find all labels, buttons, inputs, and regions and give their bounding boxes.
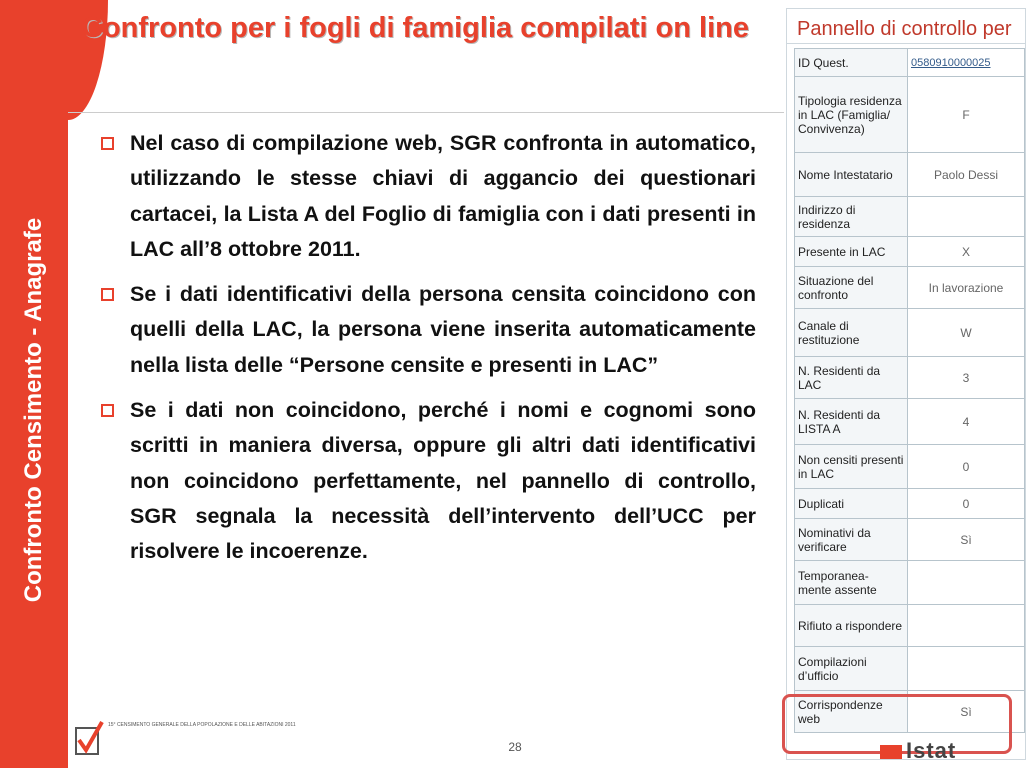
table-row: [795, 49, 1025, 77]
row-value: 3: [908, 357, 1025, 399]
row-value: 0: [908, 489, 1025, 519]
row-value: X: [908, 237, 1025, 267]
table-row: [795, 605, 1025, 647]
row-value: [908, 197, 1025, 237]
row-label: N. Residenti da LISTA A: [795, 399, 908, 445]
row-value: 0: [908, 445, 1025, 489]
istat-logo: [880, 738, 970, 768]
row-value: Paolo Dessi: [908, 153, 1025, 197]
bullet-item: [98, 126, 756, 267]
table-row: [795, 519, 1025, 561]
census-logo: [74, 716, 296, 766]
bullet-item: [98, 277, 756, 383]
row-value: Sì: [908, 691, 1025, 733]
table-row: [795, 267, 1025, 309]
header-divider: [68, 112, 784, 113]
row-value: [908, 605, 1025, 647]
control-panel-table: [794, 48, 1025, 733]
page-number: 28: [508, 740, 522, 754]
istat-logo-text: Istat: [906, 738, 957, 763]
slide-title: Confronto per i fogli di famiglia compilati on line: [82, 12, 749, 44]
row-label: Corrispondenze web: [795, 691, 908, 733]
row-label: Duplicati: [795, 489, 908, 519]
table-row: [795, 197, 1025, 237]
row-label: Non censiti presenti in LAC: [795, 445, 908, 489]
checkbox-bullet-icon: [101, 404, 114, 417]
row-value: 4: [908, 399, 1025, 445]
bullet-text: Se i dati identificativi della persona censita coincidono con quelli della LAC, la persona viene inserita automaticamente nella lista delle “Persone censite e presenti in LAC”: [130, 282, 756, 377]
row-label: Temporanea- mente assente: [795, 561, 908, 605]
id-quest-link[interactable]: 0580910000025: [908, 49, 1025, 77]
row-label: Tipologia residenza in LAC (Famiglia/ Convivenza): [795, 77, 908, 153]
census-logo-text: 15° CENSIMENTO GENERALE DELLA POPOLAZIONE E DELLE ABITAZIONI 2011: [108, 722, 296, 728]
panel-title: Pannello di controllo per: [787, 9, 1025, 44]
row-label: Compilazioni d’ufficio: [795, 647, 908, 691]
table-row: [795, 489, 1025, 519]
row-label: N. Residenti da LAC: [795, 357, 908, 399]
row-label: Canale di restituzione: [795, 309, 908, 357]
control-panel: [786, 8, 1026, 760]
istat-mark-icon: [880, 745, 902, 759]
checkbox-bullet-icon: [101, 288, 114, 301]
row-label: Presente in LAC: [795, 237, 908, 267]
table-row: [795, 647, 1025, 691]
row-label: Situazione del confronto: [795, 267, 908, 309]
table-row: [795, 561, 1025, 605]
row-label: ID Quest.: [795, 49, 908, 77]
row-label: Nominativi da verificare: [795, 519, 908, 561]
bullet-text: Nel caso di compilazione web, SGR confronta in automatico, utilizzando le stesse chiavi di aggancio dei questionari cartacei, la Lista A del Foglio di famiglia con i dati presenti in LAC all’8 ottobre 2011.: [130, 131, 756, 261]
table-row: [795, 309, 1025, 357]
slide-content: [98, 126, 756, 580]
row-value: In lavorazione: [908, 267, 1025, 309]
row-label: Indirizzo di residenza: [795, 197, 908, 237]
table-row: [795, 153, 1025, 197]
checkbox-bullet-icon: [101, 137, 114, 150]
row-value: W: [908, 309, 1025, 357]
row-value: F: [908, 77, 1025, 153]
bullet-text: Se i dati non coincidono, perché i nomi e cognomi sono scritti in maniera diversa, oppure gli altri dati identificativi non coincidono perfettamente, nel pannello di controllo, SGR segnala la necessità dell’intervento dell’UCC per risolvere le incoerenze.: [130, 398, 756, 564]
row-value: Sì: [908, 519, 1025, 561]
row-value: [908, 647, 1025, 691]
table-row: [795, 399, 1025, 445]
table-row: [795, 237, 1025, 267]
table-row: [795, 357, 1025, 399]
bullet-item: [98, 393, 756, 569]
sidebar-label: Confronto Censimento - Anagrafe: [20, 217, 47, 603]
row-label: Nome Intestatario: [795, 153, 908, 197]
row-label: Rifiuto a rispondere: [795, 605, 908, 647]
row-value: [908, 561, 1025, 605]
sidebar: [0, 0, 68, 768]
table-row: [795, 445, 1025, 489]
table-row: [795, 77, 1025, 153]
